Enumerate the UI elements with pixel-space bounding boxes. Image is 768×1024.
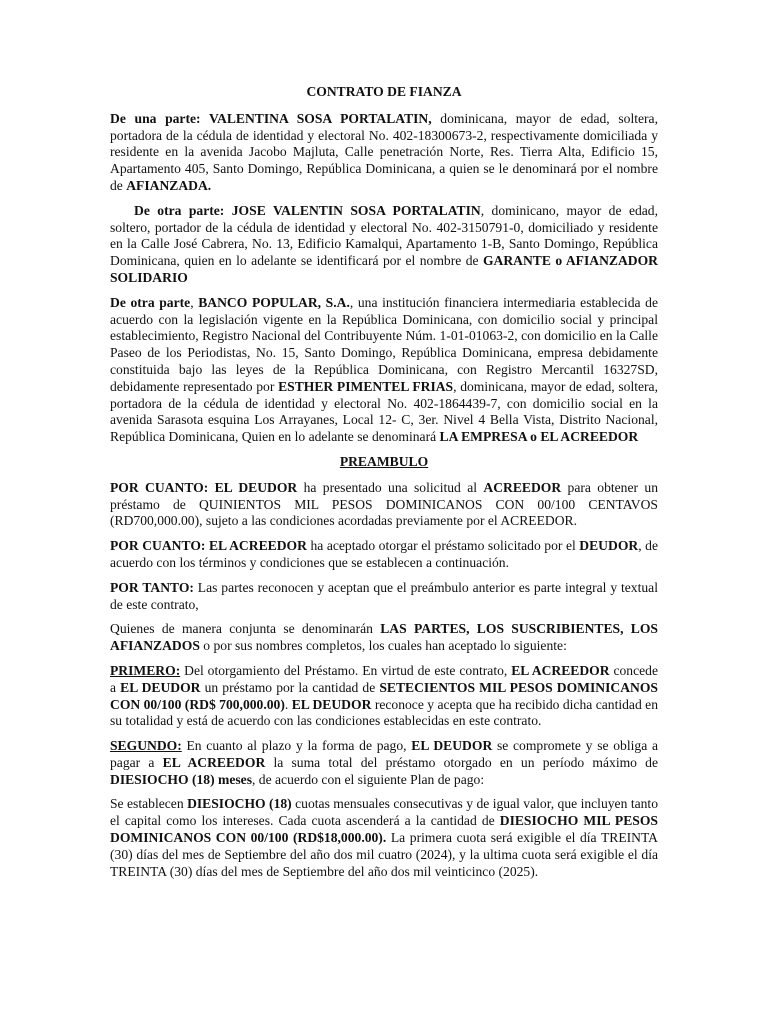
por-cuanto-2-paragraph xyxy=(110,538,658,572)
document-title: CONTRATO DE FIANZA xyxy=(306,84,462,99)
bold-span: EL ACREEDOR xyxy=(511,662,610,678)
text-span: ha aceptado otorgar el préstamo solicitado por el xyxy=(306,538,580,554)
text-span: dominicana, mayor de edad, soltera, portadora de la cédula de identidad y electoral No. 402-18300673-2, respectivamente domiciliada y residente en la avenida Jacobo Majluta, Calle penetración Norte, Res. Tierra Alta, Edificio 15, Apartamento 405, Santo Domingo, República Dominicana, a quien se le denominará por el nombre de xyxy=(110,110,658,193)
bold-span: DIESIOCHO (18) meses xyxy=(110,771,252,787)
bold-span: POR CUANTO: EL ACREEDOR xyxy=(110,538,307,554)
bold-span: SETECIENTOS MIL PESOS DOMINICANOS CON 00/100 (RD$ 700,000.00) xyxy=(110,679,658,712)
bold-span: ESTHER PIMENTEL FRIAS xyxy=(278,378,454,394)
clause-heading: SEGUNDO: xyxy=(110,738,182,754)
text-span: o por sus nombres completos, los cuales han aceptado lo siguiente: xyxy=(199,638,567,654)
bold-span: GARANTE o AFIANZADOR SOLIDARIO xyxy=(110,253,658,285)
segundo-clause xyxy=(110,738,658,788)
clause-heading: PRIMERO: xyxy=(110,662,181,678)
bold-span: DEUDOR xyxy=(579,538,639,554)
text-span: La primera cuota será exigible el día TREINTA (30) días del mes de Septiembre del año dos mil cuatro (2024), y la ultima cuota será exigible el día TREINTA (30) días del mes de Septiembre del año dos mil veinticinco (2025). xyxy=(110,830,658,879)
bold-span: BANCO POPULAR, S.A. xyxy=(198,294,350,310)
text-span: un préstamo por la cantidad de xyxy=(200,679,380,695)
bold-span: LA EMPRESA o EL ACREEDOR xyxy=(439,429,639,445)
text-span: En cuanto al plazo y la forma de pago, xyxy=(181,738,412,754)
party-acreedor-paragraph xyxy=(110,295,658,446)
text-span: concede a xyxy=(110,662,658,695)
partes-paragraph xyxy=(110,621,658,655)
party-garante-paragraph xyxy=(110,203,658,287)
bold-span: ACREEDOR xyxy=(483,479,562,495)
text-span: se compromete y se obliga a pagar a xyxy=(110,738,658,770)
text-span: , una institución financiera intermediaria establecida de acuerdo con la legislación vigente en la República Dominicana, con domicilio social y principal establecimiento, Registro Nacional del Contribuyente Núm. 1-01-01063-2, con domicilio en la Calle Paseo de los Periodistas, No. 15, Santo Domingo, República Dominicana, empresa debidamente constituida bajo las leyes de la República Dominicana, con Registro Mercantil 16327SD, debidamente representado por xyxy=(110,294,658,394)
preambulo-heading: PREAMBULO xyxy=(339,453,429,469)
bold-span: POR TANTO: xyxy=(110,579,194,595)
bold-span: EL DEUDOR xyxy=(120,679,201,695)
bold-span: AFIANZADA. xyxy=(126,177,212,193)
bold-span: LAS PARTES, LOS SUSCRIBIENTES, LOS AFIANZADOS xyxy=(110,621,658,654)
bold-span: POR CUANTO: EL DEUDOR xyxy=(110,479,298,495)
text-span: . xyxy=(284,696,292,712)
payment-plan-paragraph xyxy=(110,796,658,880)
text-span: ha presentado una solicitud al xyxy=(297,479,484,495)
text-span: para obtener un préstamo de QUINIENTOS MIL PESOS DOMINICANOS CON 00/100 CENTAVOS (RD700,000.00), sujeto a las condiciones acordadas previamente por el ACREEDOR. xyxy=(110,479,658,529)
bold-span: De una parte: VALENTINA SOSA PORTALATIN, xyxy=(110,110,432,126)
document-page xyxy=(110,84,658,888)
bold-span: De otra parte: JOSE VALENTIN SOSA PORTALATIN xyxy=(134,202,481,218)
text-span: , xyxy=(190,294,199,310)
party-afianzada-paragraph xyxy=(110,111,658,195)
bold-span: DIESIOCHO MIL PESOS DOMINICANOS CON 00/100 (RD$18,000.00). xyxy=(110,813,658,846)
text-span: Se establecen xyxy=(110,796,188,812)
bold-span: EL DEUDOR xyxy=(411,738,493,754)
text-span: , de acuerdo con el siguiente Plan de pago: xyxy=(251,771,485,787)
bold-span: DIESIOCHO (18) xyxy=(187,796,292,812)
text-span: cuotas mensuales consecutivas y de igual valor, que incluyen tanto el capital como los intereses. Cada cuota ascenderá a la cantidad de xyxy=(110,796,658,829)
text-span: Quienes de manera conjunta se denominarán xyxy=(110,621,381,637)
bold-span: EL ACREEDOR xyxy=(162,754,266,770)
por-cuanto-1-paragraph xyxy=(110,480,658,530)
text-span: , dominicana, mayor de edad, soltera, portadora de la cédula de identidad y electoral No. 402-1864439-7, con domicilio social en la avenida Sarasota esquina Los Arrayanes, Local 12- C, 3er. Nivel 4 Bella Vista, Distrito Nacional, República Dominicana, Quien en lo adelante se denominará xyxy=(110,378,658,445)
text-span: la suma total del préstamo otorgado en un período máximo de xyxy=(265,754,659,770)
primero-clause xyxy=(110,663,658,730)
text-span: reconoce y acepta que ha recibido dicha cantidad en su totalidad y está de acuerdo con las condiciones establecidas en este contrato. xyxy=(110,696,658,729)
text-span: , dominicano, mayor de edad, soltero, portador de la cédula de identidad y electoral No. 402-3150791-0, domiciliado y residente en la Calle José Cabrera, No. 13, Edificio Kamalqui, Apartamento 1-B, Santo Domingo, República Dominicana, quien en lo adelante se identificará por el nombre de xyxy=(110,202,659,269)
por-tanto-paragraph xyxy=(110,580,658,614)
text-span: Las partes reconocen y aceptan que el preámbulo anterior es parte integral y textual de este contrato, xyxy=(110,579,658,612)
bold-span: EL DEUDOR xyxy=(291,696,372,712)
text-span: , de acuerdo con los términos y condiciones que se establecen a continuación. xyxy=(110,538,658,570)
bold-span: De otra parte xyxy=(110,294,191,310)
text-span: Del otorgamiento del Préstamo. En virtud de este contrato, xyxy=(180,662,512,678)
